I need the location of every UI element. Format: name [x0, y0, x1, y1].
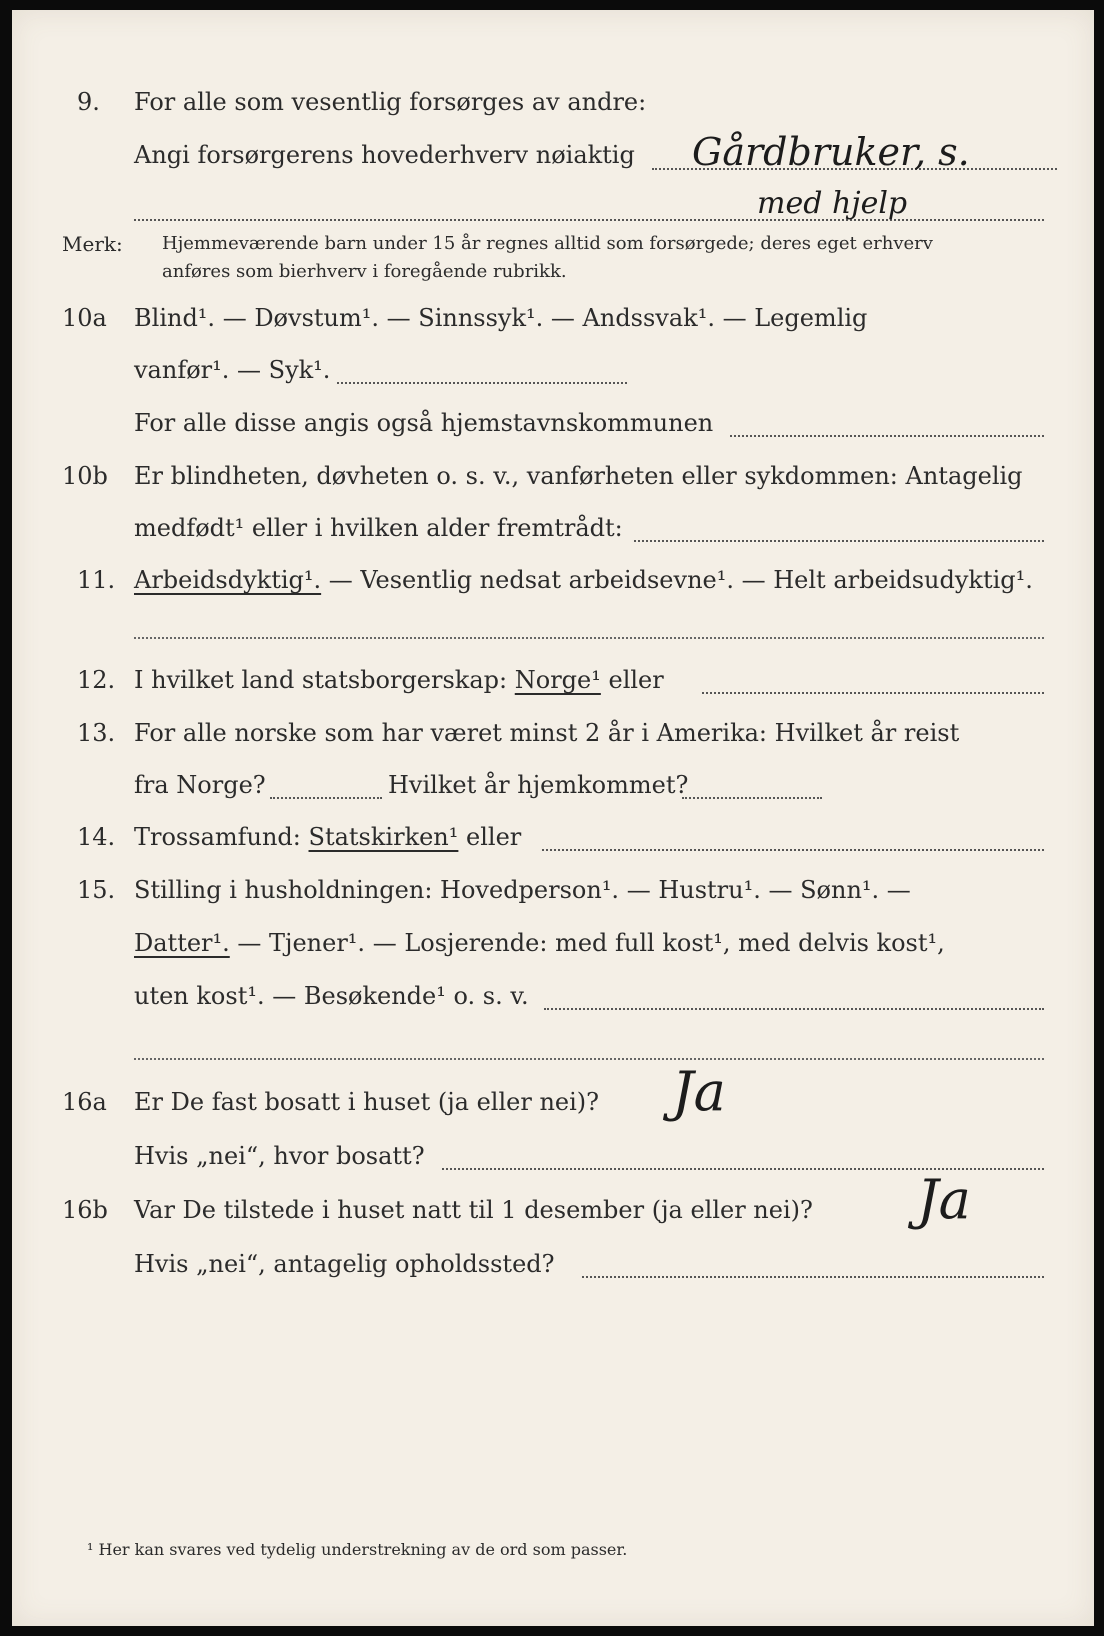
question-text: fra Norge? [134, 771, 266, 799]
question-text: Hvis „nei“, hvor bosatt? [134, 1142, 425, 1170]
question-number: 13. [77, 719, 116, 747]
question-13 [12, 713, 1094, 753]
answer-line [542, 849, 1044, 851]
answer-line [134, 219, 1044, 221]
answer-line [730, 435, 1044, 437]
question-text: Er De fast bosatt i huset (ja eller nei)? [134, 1088, 600, 1116]
question-text: Hvis „nei“, antagelig opholdssted? [134, 1250, 555, 1278]
question-11 [12, 560, 1094, 600]
question-text: Datter¹. — Tjener¹. — Losjerende: med full kost¹, med delvis kost¹, [134, 929, 945, 957]
underlined-answer: Arbeidsdyktig¹. [134, 566, 322, 594]
question-16b-line-2 [12, 1244, 1094, 1284]
answer-line [682, 797, 822, 799]
question-text: For alle som vesentlig forsørges av andre: [134, 88, 647, 116]
answer-line [634, 540, 1044, 542]
handwritten-answer-16b: Ja [917, 1168, 971, 1231]
question-16a [12, 1082, 1094, 1122]
question-number: 11. [77, 566, 116, 594]
question-number: 10a [62, 304, 107, 332]
handwritten-answer-occupation-2: med hjelp [757, 186, 908, 221]
question-number: 16b [62, 1196, 108, 1224]
question-number: 15. [77, 876, 116, 904]
question-text: For alle disse angis også hjemstavnskommunen [134, 409, 714, 437]
question-number: 14. [77, 823, 116, 851]
footnote: ¹ Her kan svares ved tydelig understrekning av de ord som passer. [87, 1540, 628, 1559]
answer-line [134, 637, 1044, 639]
answer-line [134, 1058, 1044, 1060]
question-15 [12, 870, 1094, 910]
note-text: anføres som bierhverv i foregående rubrikk. [162, 261, 567, 282]
handwritten-answer-occupation: Gårdbruker, s. [692, 130, 970, 174]
question-number: 12. [77, 666, 116, 694]
census-form-page [12, 10, 1094, 1626]
question-text: Blind¹. — Døvstum¹. — Sinnssyk¹. — Andssvak¹. — Legemlig [134, 304, 868, 332]
question-text: I hvilket land statsborgerskap: Norge¹ eller [134, 666, 664, 694]
question-12 [12, 660, 1094, 700]
question-text: uten kost¹. — Besøkende¹ o. s. v. [134, 982, 529, 1010]
question-text: vanfør¹. — Syk¹. [134, 356, 331, 384]
question-10b [12, 456, 1094, 496]
answer-line [337, 382, 627, 384]
question-text: Arbeidsdyktig¹. — Vesentlig nedsat arbeidsevne¹. — Helt arbeidsudyktig¹. [134, 566, 1033, 594]
question-number: 9. [77, 88, 100, 116]
underlined-answer: Datter¹. [134, 929, 230, 957]
question-15-line-3 [12, 976, 1094, 1016]
question-number: 16a [62, 1088, 107, 1116]
answer-line [702, 692, 1044, 694]
question-text: Er blindheten, døvheten o. s. v., vanførheten eller sykdommen: Antagelig [134, 462, 1023, 490]
question-10a [12, 298, 1094, 338]
question-14 [12, 817, 1094, 857]
answer-line [544, 1008, 1044, 1010]
question-text: For alle norske som har været minst 2 år i Amerika: Hvilket år reist [134, 719, 960, 747]
note-label: Merk: [62, 232, 123, 256]
question-10a-line-2 [12, 350, 1094, 390]
question-text: Trossamfund: Statskirken¹ eller [134, 823, 522, 851]
question-9 [12, 82, 1094, 122]
question-text: Stilling i husholdningen: Hovedperson¹. — Hustru¹. — Sønn¹. — [134, 876, 911, 904]
question-text: Hvilket år hjemkommet? [388, 771, 689, 799]
answer-line [270, 797, 382, 799]
question-13-line-2 [12, 765, 1094, 805]
note-text: Hjemmeværende barn under 15 år regnes alltid som forsørgede; deres eget erhverv [162, 233, 933, 254]
question-text: Angi forsørgerens hovederhverv nøiaktig [134, 141, 635, 169]
question-number: 10b [62, 462, 108, 490]
underlined-answer: Statskirken¹ [308, 823, 459, 851]
answer-line [582, 1276, 1044, 1278]
question-15-line-2 [12, 923, 1094, 963]
question-text: Var De tilstede i huset natt til 1 desember (ja eller nei)? [134, 1196, 813, 1224]
question-10b-line-2 [12, 508, 1094, 548]
question-10a-line-3 [12, 403, 1094, 443]
question-text: medfødt¹ eller i hvilken alder fremtrådt: [134, 514, 623, 542]
handwritten-answer-16a: Ja [672, 1060, 726, 1123]
underlined-answer: Norge¹ [514, 666, 601, 694]
